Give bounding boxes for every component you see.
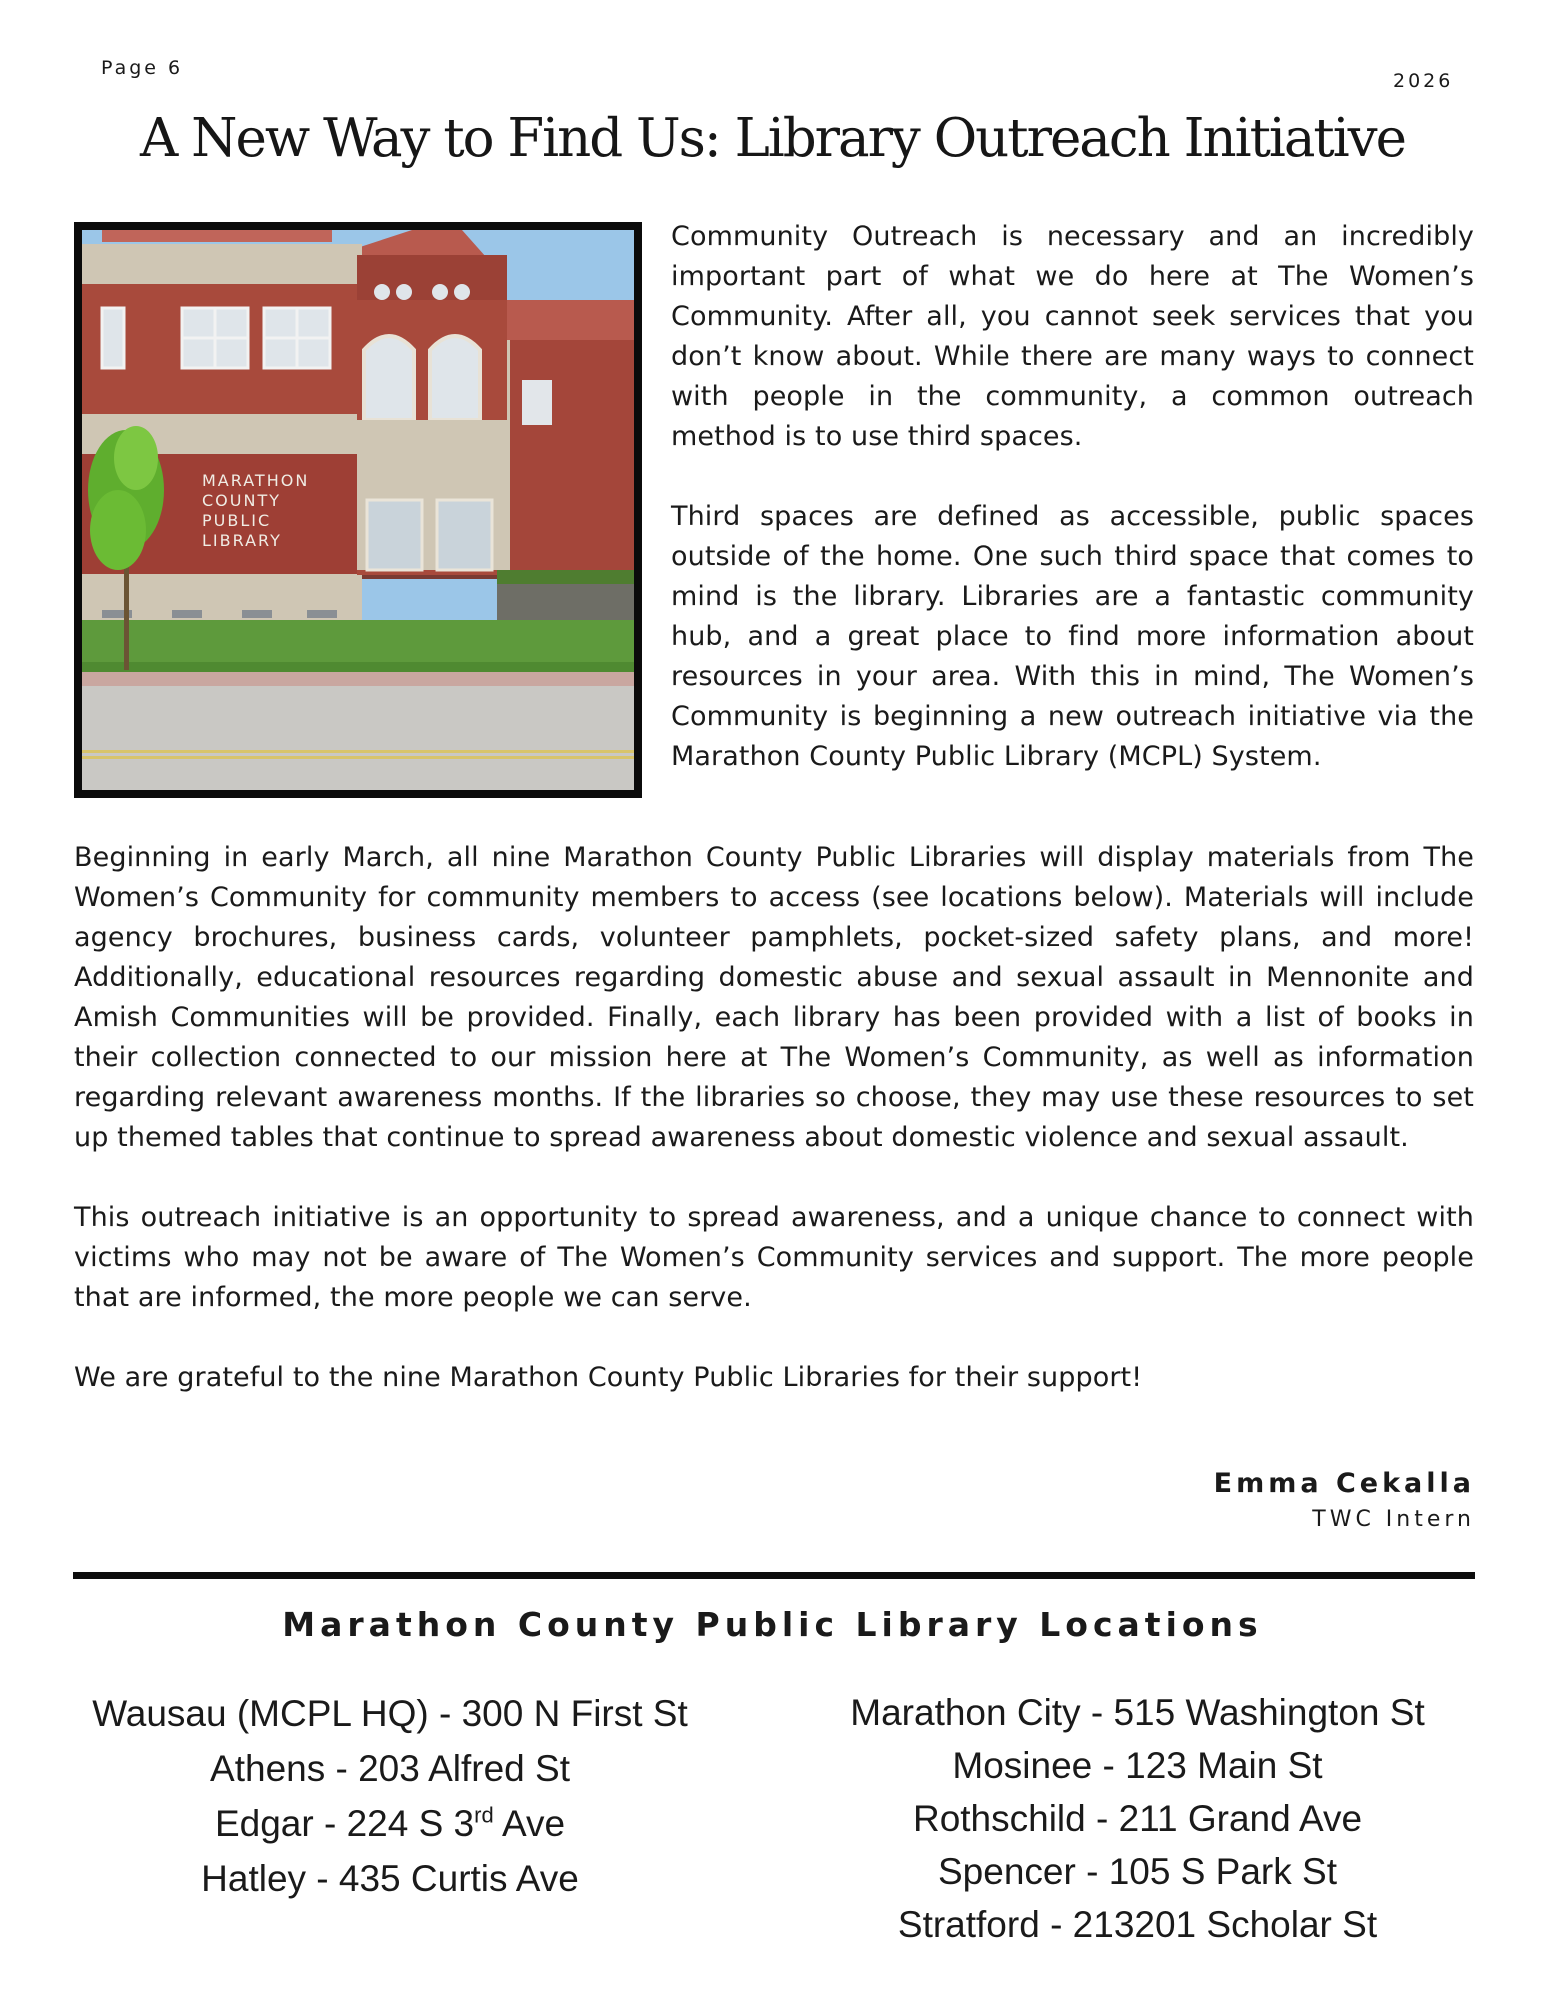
sign-line-2: COUNTY [202,491,281,510]
location-item: Marathon City - 515 Washington St [850,1692,1425,1733]
article-intro-column [671,217,1474,817]
locations-heading: Marathon County Public Library Locations [282,1605,1263,1644]
sign-line-4: LIBRARY [202,531,282,550]
paragraph-thanks: We are grateful to the nine Marathon County Public Libraries for their support! [74,1362,1143,1393]
page-number: Page 6 [101,57,184,79]
location-item: Mosinee - 123 Main St [952,1745,1323,1786]
paragraph-third-spaces: Third spaces are defined as accessible, public spaces outside of the home. One such third space that comes to mind is the library. Libraries are a fantastic community hub, and a great place to find more information about resources in your area. With this in mind, The Women’s Community is beginning a new outreach initiative via the Marathon County Public Library (MCPL) System. [671,501,1474,772]
location-item: Spencer - 105 S Park St [938,1851,1337,1892]
library-photo [74,222,642,798]
library-building-illustration [82,230,634,790]
edgar-street-type: Ave [493,1803,566,1844]
article-body [74,838,1474,1438]
paragraph-materials: Beginning in early March, all nine Marathon County Public Libraries will display materials from The Women’s Community for community members to access (see locations below). Materials will include agency brochures, business cards, volunteer pamphlets, pocket-sized safety plans, and more! Additionally, educational resources regarding domestic abuse and sexual assault in Mennonite and Amish Communities will be provided. Finally, each library has been provided with a list of books in their collection connected to our mission here at The Women’s Community, as well as information regarding relevant awareness months. If the libraries so choose, they may use these resources to set up themed tables that continue to spread awareness about domestic violence and sexual assault. [74,842,1474,1153]
issue-year: 2026 [1393,70,1454,92]
locations-list-left [60,1686,720,1906]
location-item: Athens - 203 Alfred St [210,1748,570,1789]
author-name: Emma Cekalla [1213,1468,1475,1499]
paragraph-opportunity: This outreach initiative is an opportunity to spread awareness, and a unique chance to connect with victims who may not be aware of The Women’s Community services and support. The more people that are informed, the more people we can serve. [74,1202,1474,1313]
article-title: A New Way to Find Us: Library Outreach Initiative [140,108,1405,169]
location-item-edgar [60,1796,720,1851]
sign-line-1: MARATHON [202,471,310,490]
author-byline [1214,1468,1475,1532]
location-item: Wausau (MCPL HQ) - 300 N First St [92,1693,688,1734]
ordinal-suffix: rd [474,1802,494,1828]
location-item: Stratford - 213201 Scholar St [897,1904,1378,1945]
paragraph-outreach-intro: Community Outreach is necessary and an incredibly important part of what we do here at The Women’s Community. After all, you cannot seek services that you don’t know about. While there are many ways to connect with people in the community, a common outreach method is to use third spaces. [671,221,1474,452]
sign-line-3: PUBLIC [202,511,272,530]
location-item: Rothschild - 211 Grand Ave [912,1798,1363,1839]
location-item: Hatley - 435 Curtis Ave [201,1858,579,1899]
locations-list-right [805,1686,1470,1951]
edgar-address: Edgar - 224 S 3 [214,1803,475,1844]
author-role: TWC Intern [1312,1507,1475,1532]
section-divider [73,1572,1475,1579]
